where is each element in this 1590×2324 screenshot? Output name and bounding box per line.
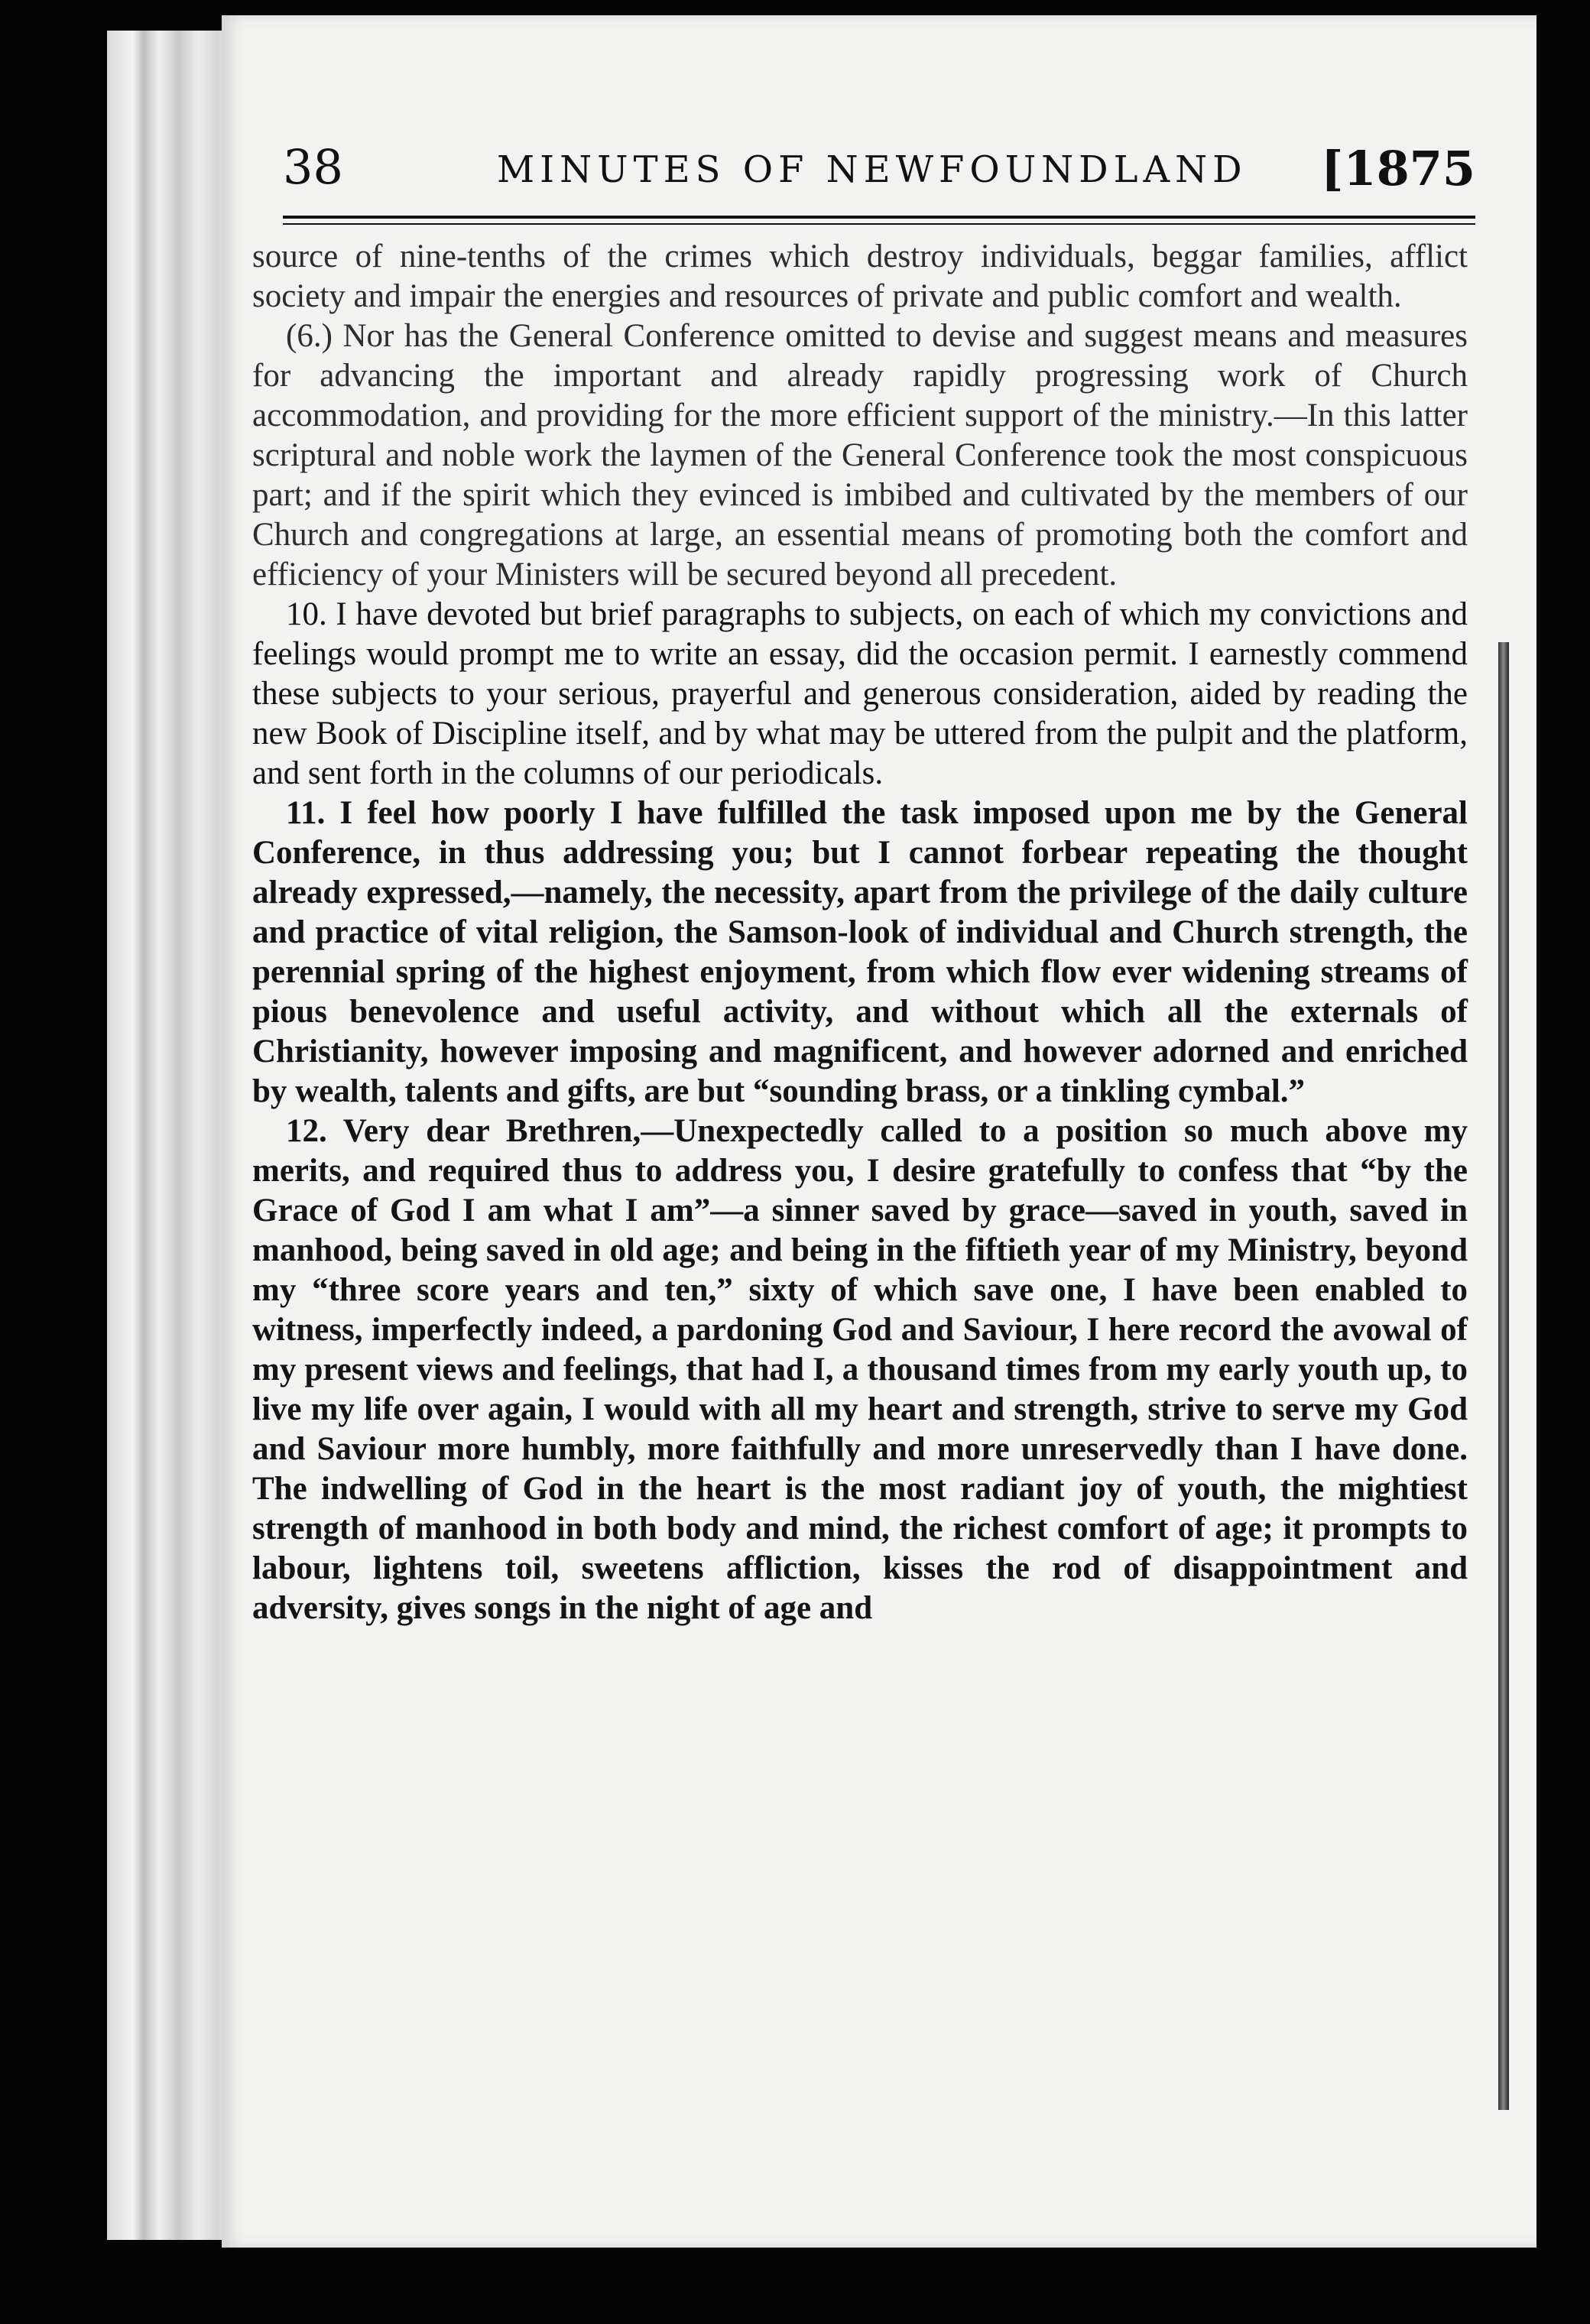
page-edge-shadow <box>1498 642 1509 2110</box>
paragraph-6: (6.) Nor has the General Conference omitted to devise and suggest means and measures for advancing the important and already rapidly progressing work of Church accommodation, and providing for the more efficient support of the ministry.—In this latter scriptural and noble work the laymen of the General Conference took the most conspicuous part; and if the spirit which they evinced is imbibed and cultivated by the members of our Church and congregations at large, an essential means of promoting both the comfort and efficiency of your Ministers will be secured beyond all precedent. <box>252 318 1468 592</box>
page-header <box>283 130 1475 199</box>
paragraph-continued: source of nine-tenths of the crimes which destroy individuals, beggar families, afflict society and impair the energies and resources of private and public comfort and wealth. <box>252 239 1468 314</box>
year-marker: [1875 <box>1321 141 1475 196</box>
running-title: MINUTES OF NEWFOUNDLAND <box>497 148 1248 191</box>
paragraph-10: 10. I have devoted but brief paragraphs to subjects, on each of which my convictions and feelings would prompt me to write an essay, did the occasion permit. I earnestly commend these subjects to your serious, prayerful and generous consideration, aided by reading the new Book of Discipline itself, and by what may be uttered from the pulpit and the platform, and sent forth in the columns of our periodicals. <box>252 596 1468 791</box>
body-text <box>252 237 1468 1628</box>
header-rule-thin <box>283 223 1475 225</box>
stacked-page-edges <box>107 31 237 2240</box>
book-page <box>222 15 1536 2248</box>
page-number: 38 <box>283 139 343 195</box>
header-rule <box>283 216 1475 219</box>
paragraph-12: 12. Very dear Brethren,—Unexpectedly called to a position so much above my merits, and required thus to address you, I desire gratefully to confess that “by the Grace of God I am what I am”—a sinner saved by grace—saved in youth, saved in manhood, being saved in old age; and being in the fiftieth year of my Ministry, beyond my “three score years and ten,” sixty of which save one, I have been enabled to witness, imperfectly indeed, a pardoning God and Saviour, I here record the avowal of my present views and feelings, that had I, a thousand times from my early youth up, to live my life over again, I would with all my heart and strength, strive to serve my God and Saviour more humbly, more faithfully and more unreservedly than I have done. The indwelling of God in the heart is the most radiant joy of youth, the mightiest strength of manhood in both body and mind, the richest comfort of age; it prompts to labour, lightens toil, sweetens affliction, kisses the rod of disappointment and adversity, gives songs in the night of age and <box>252 1113 1468 1626</box>
paragraph-11: 11. I feel how poorly I have fulfilled the task imposed upon me by the General Conference, in thus addressing you; but I cannot forbear repeating the thought already expressed,—namely, the necessity, apart from the privilege of the daily culture and practice of vital religion, the Samson-look of individual and Church strength, the perennial spring of the highest enjoyment, from which flow ever widening streams of pious benevolence and useful activity, and without which all the externals of Christianity, however imposing and magnificent, and however adorned and enriched by wealth, talents and gifts, are but “sounding brass, or a tinkling cymbal.” <box>252 795 1468 1109</box>
